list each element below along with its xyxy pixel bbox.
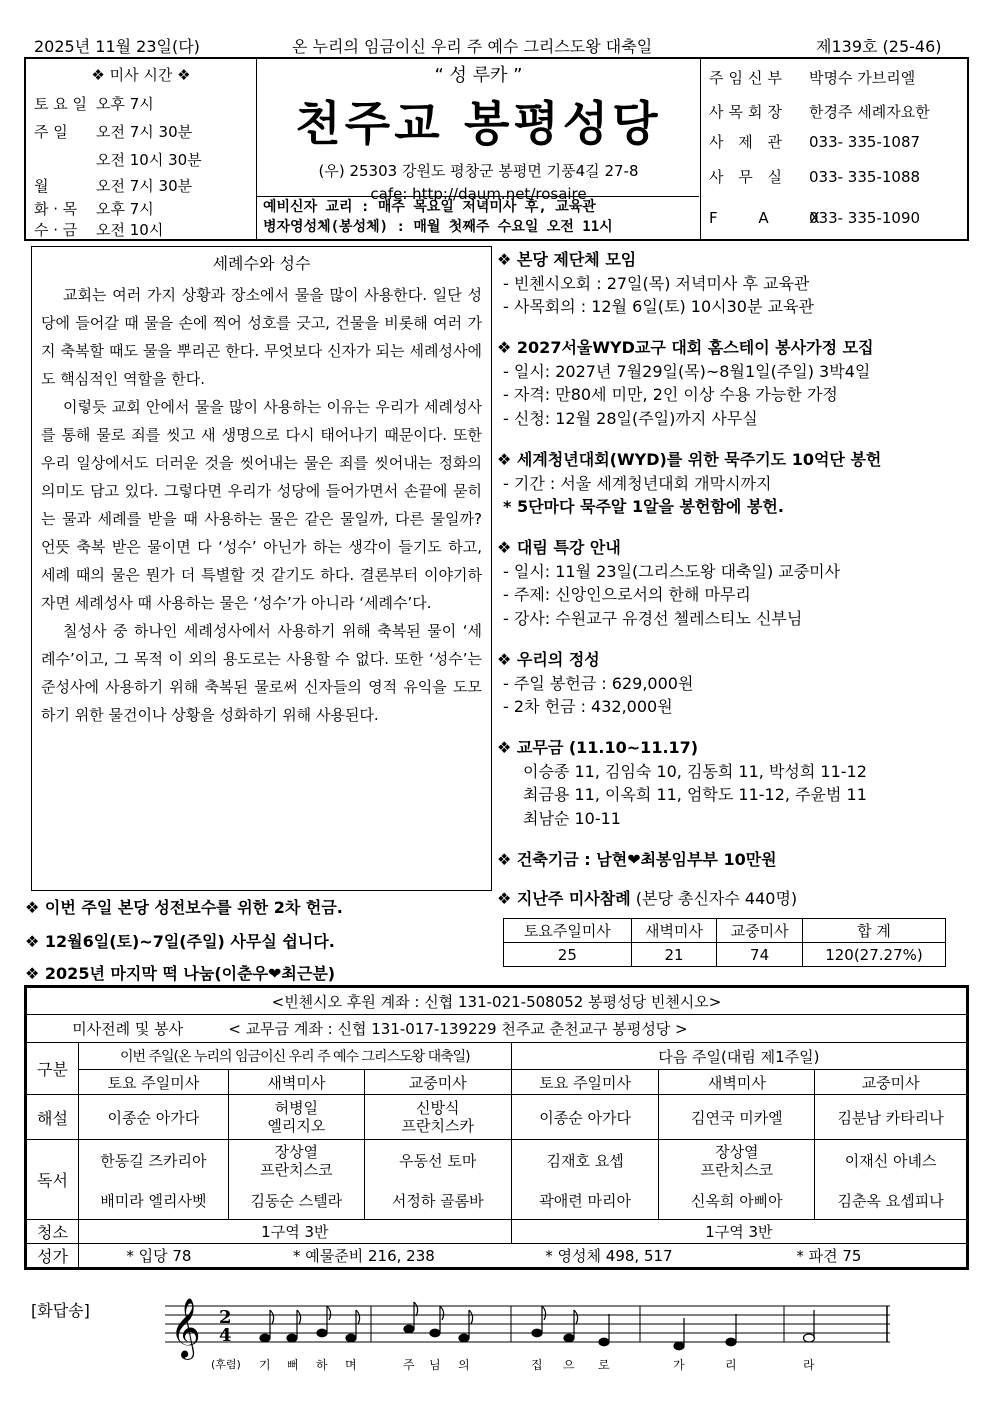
table-cell: 곽애련 마리아 — [511, 1182, 659, 1220]
feast-title: 온 누리의 임금이신 우리 주 예수 그리스도왕 대축일 — [292, 37, 653, 56]
table-cell: 1구역 3반 — [511, 1220, 966, 1244]
notice-title: ❖ 건축기금 : 남현❤최봉임부부 10만원 — [497, 850, 777, 869]
contact-row: 주임신부 박명수 가브리엘 — [709, 69, 916, 87]
notice-item: * 5단마다 묵주알 1알을 봉헌함에 봉헌. — [503, 497, 784, 516]
notice-item: - 신청: 12월 28일(주일)까지 사무실 — [503, 408, 758, 428]
table-row — [27, 1182, 967, 1220]
essay-body — [32, 281, 491, 729]
notice-title: ❖ 교무금 (11.10~11.17) — [497, 738, 699, 757]
table-cell: 74 — [717, 943, 803, 967]
lyric-syllable: 가 — [673, 1358, 685, 1372]
notice-item: 최남순 10-11 — [523, 808, 621, 828]
table-cell: 김춘옥 요셉피나 — [815, 1182, 967, 1220]
table-row — [27, 1095, 967, 1140]
notice-wyd-homestay — [497, 336, 967, 430]
lyric-syllable: 라 — [803, 1358, 815, 1372]
contacts — [703, 59, 967, 239]
treble-clef-icon: 𝄞 — [170, 1298, 201, 1358]
table-cell: 한동길 즈카리아 — [78, 1140, 228, 1182]
table-cell: 120(27.27%) — [802, 943, 945, 967]
mass-times-title: ❖ 미사 시간 ❖ — [91, 66, 191, 84]
table-cell: 김분남 카타리나 — [815, 1095, 967, 1140]
notice-item: - 2차 헌금 : 432,000원 — [503, 697, 673, 716]
responsorial-score — [25, 1288, 970, 1378]
table-cell: 이종순 아가다 — [78, 1095, 228, 1140]
parish-cafe-link[interactable]: cafe: http://daum.net/rosaire — [370, 185, 587, 203]
commentary-label: 해설 — [27, 1095, 79, 1140]
table-cell: 김연국 미카엘 — [659, 1095, 815, 1140]
table-header: 교중미사 — [364, 1070, 511, 1095]
notice-item: 이승종 11, 김임숙 10, 김동희 11, 박성희 11-12 — [523, 761, 867, 781]
notice-subtitle: (본당 총신자수 440명) — [635, 889, 798, 908]
notice-item: - 주일 봉헌금 : 629,000원 — [503, 673, 694, 693]
notice-title: ❖ 2027서울WYD교구 대회 홈스테이 봉사가정 모집 — [497, 338, 874, 357]
table-row — [504, 943, 946, 967]
table-header: 교중미사 — [717, 919, 803, 943]
table-cell: 신옥희 아삐아 — [659, 1182, 815, 1220]
table-cell: 배미라 엘리사벳 — [78, 1182, 228, 1220]
table-row — [504, 919, 946, 943]
issue-date: 2025년 11월 23일(다) — [34, 37, 200, 56]
notice-item: - 빈첸시오회 : 27일(목) 저녁미사 후 교육관 — [503, 273, 810, 293]
table-cell: 이종순 아가다 — [511, 1095, 659, 1140]
table-cell: 장상열 프란치스코 — [659, 1140, 815, 1182]
mass-row: 수 · 금 오전 10시 — [34, 221, 164, 239]
dues-account: < 교무금 계좌 : 신협 131-017-139229 천주교 춘천교구 봉평성당 > — [228, 1015, 966, 1043]
vincent-account: <빈첸시오 후원 계좌 : 신협 131-021-508052 봉평성당 빈첸시오> — [27, 988, 967, 1015]
communion-note: 병자영성체(봉성체) : 매월 첫째주 수요일 오전 11시 — [263, 219, 613, 235]
table-cell: 허병일 엘리지오 — [228, 1095, 364, 1140]
table-row — [27, 1070, 967, 1095]
table-header: 교중미사 — [815, 1070, 967, 1095]
essay-box — [31, 246, 492, 891]
reading-label: 독서 — [27, 1140, 79, 1220]
contact-row: 사 무 실 033- 335-1088 — [709, 168, 921, 186]
refrain-marker: (후렴) — [211, 1358, 241, 1371]
hymn-row — [78, 1244, 966, 1268]
notice-offering — [497, 648, 967, 719]
table-cell: 서정하 골롬바 — [364, 1182, 511, 1220]
essay-paragraph: 이렇듯 교회 안에서 물을 많이 사용하는 이유는 우리가 세례성사를 통해 물로 죄를 씻고 새 생명으로 다시 태어나기 때문이다. 또한 우리 일상에서도 더러운 것을 씻어내는 물은 죄를 씻어내는 정화의 의미도 담고 있다. 그렇다면 우리가 성당에 들어가면서 손끝에 묻히는 물과 세례를 받을 때 사용하는 물은 같은 물일까, 다른 물일까? 언뜻 축복 받은 물이면 다 ‘성수’ 아닌가 하는 생각이 들기도 하고, 세례 때의 물은 뭔가 더 특별할 것 같기도 하다. 결론부터 이야기하자면 세례성사 때 사용하는 물은 ‘성수’가 아니라 ‘세례수’다. — [41, 398, 482, 612]
table-row — [27, 1244, 967, 1268]
essay-paragraph: 칠성사 중 하나인 세례성사에서 사용하기 위해 축복된 물이 ‘세례수’이고, 그 목적 이 외의 용도로는 사용할 수 없다. 또한 ‘성수’는 준성사에 사용하기 위해 축복된 물로써 신자들의 영적 유익을 도모하기 위한 물건이나 상황을 성화하기 위해 사용된다. — [41, 622, 482, 724]
mass-row: 주 일 오전 7시 30분 — [34, 123, 193, 141]
table-row — [27, 1043, 967, 1070]
left-notice: ❖ 12월6일(토)~7일(주일) 사무실 쉽니다. — [25, 932, 335, 951]
hymn-label: 성가 — [27, 1244, 79, 1268]
table-header: 토요주일미사 — [504, 919, 632, 943]
mass-row: 화 · 목 오후 7시 — [34, 200, 154, 218]
notice-item: - 사목회의 : 12월 6일(토) 10시30분 교육관 — [503, 297, 814, 316]
lyric-syllable: 뻐 — [287, 1358, 299, 1372]
attendance-table — [503, 918, 946, 967]
lyric-syllable: 하 — [316, 1358, 328, 1372]
mass-row: 오전 10시 30분 — [96, 151, 202, 169]
notice-item: - 일시: 11월 23일(그리스도왕 대축일) 교중미사 — [503, 561, 841, 581]
lyric-syllable: 로 — [598, 1358, 610, 1372]
table-cell: 장상열 프란치스코 — [228, 1140, 364, 1182]
catechism-note: 예비신자 교리 : 매주 목요일 저녁미사 후, 교육관 — [263, 199, 596, 215]
parish-address: (우) 25303 강원도 평창군 봉평면 기풍4길 27-8 — [318, 162, 639, 180]
table-header: 토요 주일미사 — [511, 1070, 659, 1095]
essay-paragraph: 교회는 여러 가지 상황과 장소에서 물을 많이 사용한다. 일단 성당에 들어갈 때 물을 손에 찍어 성호를 긋고, 건물을 비롯해 여러 가지 축복할 때도 물을 뿌리곤 한다. 무엇보다 신자가 되는 세례성사에도 핵심적인 역할을 한다. — [41, 286, 482, 388]
notice-item: - 강사: 수원교구 유경선 첼레스티노 신부님 — [503, 608, 803, 628]
table-row — [27, 1220, 967, 1244]
lyric-syllable: 으 — [563, 1358, 575, 1372]
parish-name: 천주교 봉평성당 — [295, 97, 662, 152]
lyric-syllable: 며 — [345, 1358, 357, 1372]
parish-block — [257, 59, 701, 239]
table-row — [27, 1015, 967, 1043]
issue-number: 제139호 (25-46) — [816, 37, 942, 56]
notice-title: ❖ 본당 제단체 모임 — [497, 250, 637, 269]
table-header: 새벽미사 — [228, 1070, 364, 1095]
music-staff — [25, 1288, 970, 1378]
notice-parish-dues — [497, 736, 967, 830]
table-cell: 25 — [504, 943, 632, 967]
notice-advent-lecture — [497, 536, 967, 630]
hymn-item: * 파견 75 — [796, 1247, 862, 1265]
left-notice: ❖ 2025년 마지막 떡 나눔(이춘우❤최근분) — [25, 964, 336, 983]
notice-item: - 일시: 2027년 7월29일(목)~8월1일(주일) 3박4일 — [503, 361, 871, 381]
table-cell: 우동선 토마 — [364, 1140, 511, 1182]
notice-title: ❖ 대림 특강 안내 — [497, 538, 621, 557]
this-week-header: 이번 주일(온 누리의 임금이신 우리 주 예수 그리스도왕 대축일) — [78, 1043, 511, 1070]
notice-rosary — [497, 448, 967, 519]
lyric-syllable: 의 — [458, 1358, 470, 1372]
clean-label: 청소 — [27, 1220, 79, 1244]
notice-attendance — [497, 887, 967, 911]
table-cell: 21 — [631, 943, 717, 967]
table-cell: 김동순 스텔라 — [228, 1182, 364, 1220]
table-cell: 1구역 3반 — [78, 1220, 511, 1244]
contact-row: 사 제 관 033- 335-1087 — [709, 133, 921, 151]
lyric-syllable: 님 — [429, 1358, 441, 1372]
mass-row: 토 요 일 오후 7시 — [34, 95, 154, 113]
hymn-item: * 입당 78 — [126, 1247, 192, 1265]
contact-row: F A X033- 335-1090 — [709, 209, 921, 227]
table-row — [27, 988, 967, 1015]
mass-times — [26, 59, 257, 239]
table-header: 합 계 — [802, 919, 945, 943]
table-cell: 신방식 프란치스카 — [364, 1095, 511, 1140]
table-cell: 이재신 아녜스 — [815, 1140, 967, 1182]
contact-row: 사목회장 한경주 세례자요한 — [709, 103, 930, 121]
table-header: 새벽미사 — [631, 919, 717, 943]
notice-item: 최금용 11, 이옥희 11, 엄학도 11-12, 주윤범 11 — [523, 785, 867, 804]
notice-item: - 주제: 신앙인으로서의 한해 마무리 — [503, 585, 751, 604]
notice-meetings — [497, 248, 967, 319]
liturgy-duty-grid — [24, 985, 969, 1270]
notice-item: - 자격: 만80세 미만, 2인 이상 수용 가능한 가정 — [503, 385, 838, 404]
left-notice: ❖ 이번 주일 본당 성전보수를 위한 2차 헌금. — [25, 898, 343, 917]
liturgy-label: 미사전례 및 봉사 — [27, 1015, 229, 1043]
notice-title: ❖ 우리의 정성 — [497, 650, 600, 669]
lyric-syllable: 리 — [725, 1358, 737, 1372]
notice-title: ❖ 지난주 미사참례 — [497, 889, 631, 908]
next-week-header: 다음 주일(대림 제1주일) — [511, 1043, 966, 1070]
header-box — [24, 57, 969, 241]
score-label: [화답송] — [31, 1301, 90, 1320]
lyric-syllable: 주 — [403, 1358, 415, 1372]
top-line — [28, 34, 964, 56]
hymn-item: * 영성체 498, 517 — [545, 1247, 673, 1265]
svg-text:2: 2 — [219, 1307, 232, 1328]
patron-saint: “ 성 루카 ” — [434, 65, 523, 86]
table-header: 새벽미사 — [659, 1070, 815, 1095]
mass-row: 월 오전 7시 30분 — [34, 177, 193, 195]
svg-text:4: 4 — [219, 1325, 232, 1346]
table-row — [27, 1140, 967, 1182]
table-header: 토요 주일미사 — [78, 1070, 228, 1095]
gubun-label: 구분 — [27, 1043, 79, 1095]
parish-notes — [257, 196, 699, 239]
notice-title: ❖ 세계청년대회(WYD)를 위한 묵주기도 10억단 봉헌 — [497, 450, 882, 469]
table-cell: 김재호 요셉 — [511, 1140, 659, 1182]
notice-building-fund — [497, 848, 967, 872]
lyric-syllable: 기 — [259, 1358, 271, 1372]
essay-title: 세례수와 성수 — [212, 254, 311, 273]
lyric-syllable: 집 — [531, 1358, 543, 1372]
hymn-item: * 예물준비 216, 238 — [293, 1247, 435, 1265]
notice-item: - 기간 : 서울 세계청년대회 개막시까지 — [503, 473, 772, 493]
